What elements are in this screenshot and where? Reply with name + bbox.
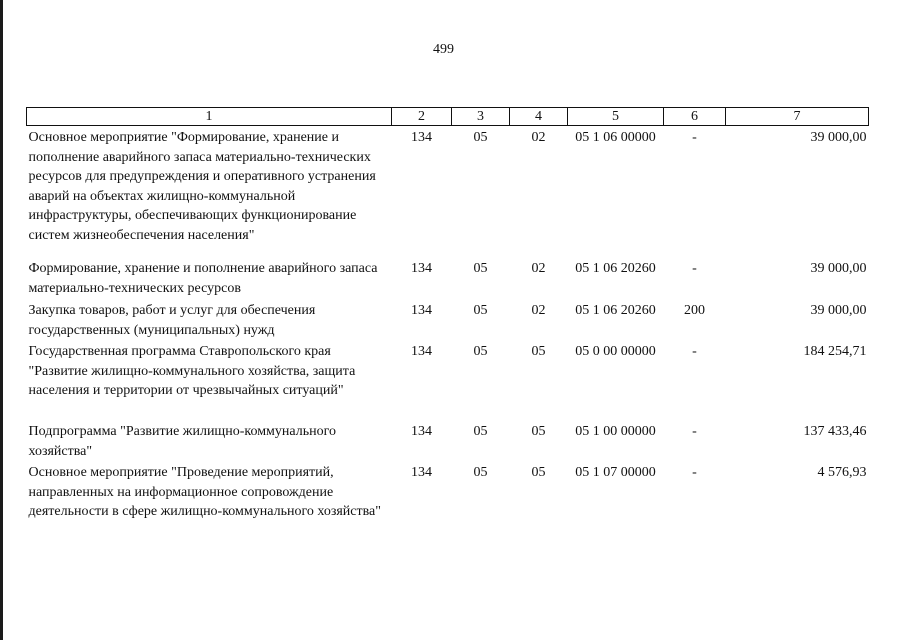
column-header-3: 3 — [452, 108, 510, 126]
row-amount: 39 000,00 — [810, 261, 867, 276]
table-row — [27, 420, 869, 461]
table-row — [27, 340, 869, 420]
row-code-expense-type: 200 — [684, 303, 705, 318]
row-code-target: 05 1 06 00000 — [575, 130, 656, 145]
row-code-subsection: 02 — [531, 261, 546, 276]
row-code-expense-type: - — [692, 424, 697, 439]
row-code-section: 05 — [473, 344, 488, 359]
table-row — [27, 299, 869, 340]
row-code-target: 05 1 06 20260 — [575, 261, 656, 276]
row-code-ministry: 134 — [411, 303, 432, 318]
column-header-6: 6 — [664, 108, 726, 126]
row-amount: 184 254,71 — [803, 344, 867, 359]
row-code-section: 05 — [473, 303, 488, 318]
row-name: Основное мероприятие "Проведение мероприятий, направленных на информационное сопровождение деятельности в сфере жилищно-коммунального хозяйства" — [28, 465, 381, 519]
row-code-subsection: 02 — [531, 130, 546, 145]
row-amount: 137 433,46 — [803, 424, 867, 439]
table-header-row — [27, 108, 869, 126]
row-code-subsection: 02 — [531, 303, 546, 318]
table-row — [27, 126, 869, 257]
budget-table — [26, 107, 869, 543]
row-code-expense-type: - — [692, 261, 697, 276]
row-amount: 39 000,00 — [810, 130, 867, 145]
row-name: Основное мероприятие "Формирование, хранение и пополнение аварийного запаса материально-технических ресурсов для предупреждения и оперативного устранения аварий на объектах жилищно-коммунальной инфраструктуры, обеспечивающих функционирование систем жизнеобеспечения населения" — [28, 130, 376, 243]
row-code-subsection: 05 — [531, 424, 546, 439]
row-name: Закупка товаров, работ и услуг для обеспечения государственных (муниципальных) нужд — [28, 303, 316, 338]
row-code-target: 05 1 07 00000 — [575, 465, 656, 480]
table-row — [27, 461, 869, 543]
row-code-subsection: 05 — [531, 465, 546, 480]
row-code-expense-type: - — [692, 465, 697, 480]
column-header-1: 1 — [27, 108, 392, 126]
row-name: Государственная программа Ставропольского края "Развитие жилищно-коммунального хозяйства, защита населения и территории от чрезвычайных ситуаций" — [28, 344, 356, 398]
row-code-ministry: 134 — [411, 465, 432, 480]
row-name: Формирование, хранение и пополнение аварийного запаса материально-технических ресурсов — [28, 261, 378, 296]
row-amount: 4 576,93 — [817, 465, 867, 480]
column-header-4: 4 — [510, 108, 568, 126]
row-code-ministry: 134 — [411, 261, 432, 276]
row-code-ministry: 134 — [411, 344, 432, 359]
row-code-expense-type: - — [692, 130, 697, 145]
column-header-2: 2 — [392, 108, 452, 126]
page-left-edge — [0, 0, 3, 640]
row-code-ministry: 134 — [411, 424, 432, 439]
row-code-subsection: 05 — [531, 344, 546, 359]
row-code-section: 05 — [473, 130, 488, 145]
page-number: 499 — [433, 42, 454, 57]
column-header-5: 5 — [568, 108, 664, 126]
row-code-section: 05 — [473, 424, 488, 439]
column-header-7: 7 — [726, 108, 869, 126]
row-amount: 39 000,00 — [810, 303, 867, 318]
row-code-target: 05 1 06 20260 — [575, 303, 656, 318]
row-code-section: 05 — [473, 465, 488, 480]
table-row — [27, 256, 869, 299]
row-code-target: 05 1 00 00000 — [575, 424, 656, 439]
row-code-target: 05 0 00 00000 — [575, 344, 656, 359]
row-code-section: 05 — [473, 261, 488, 276]
row-name: Подпрограмма "Развитие жилищно-коммунального хозяйства" — [28, 424, 336, 459]
row-code-expense-type: - — [692, 344, 697, 359]
row-code-ministry: 134 — [411, 130, 432, 145]
